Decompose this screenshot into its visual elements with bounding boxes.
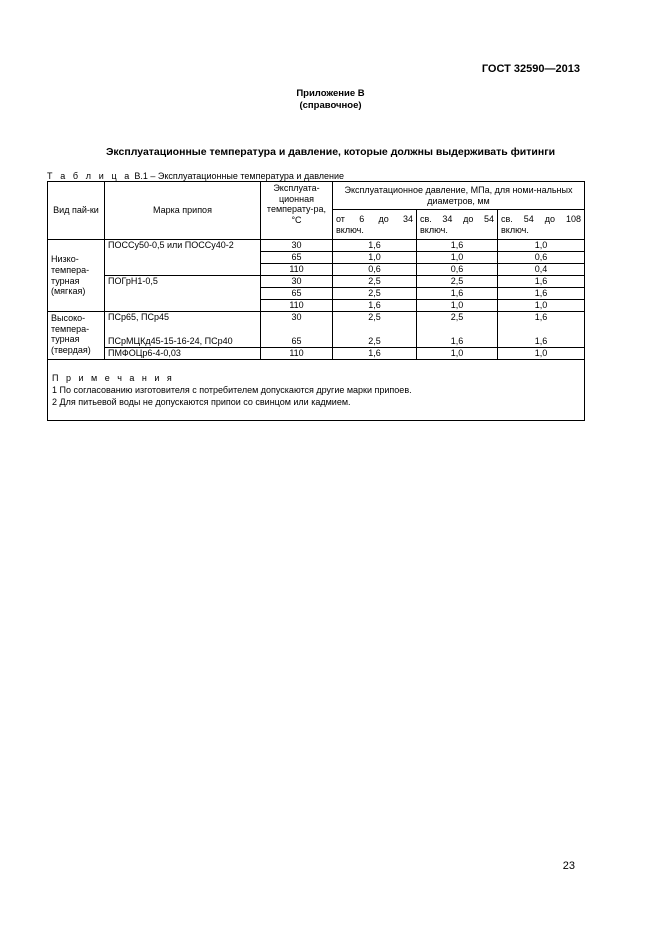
brand-cell: ПСрМЦКд45-15-16-24, ПСр40	[105, 324, 261, 348]
table-row	[48, 312, 585, 324]
appendix-heading	[0, 88, 661, 112]
header-diameter-1	[333, 210, 417, 240]
header-diameter-1-range: от 6 до 34	[336, 213, 413, 224]
table-row	[48, 276, 585, 288]
temp-cell: 30	[261, 240, 333, 252]
notes-row	[48, 360, 585, 421]
pressure-cell: 1,0	[498, 300, 585, 312]
pressure-cell: 1,0	[417, 252, 498, 264]
pressure-cell: 1,0	[498, 240, 585, 252]
notes-title: П р и м е ч а н и я	[52, 373, 175, 383]
pressure-cell: 2,5	[333, 312, 417, 324]
pressure-cell: 2,5	[333, 324, 417, 348]
temp-cell: 65	[261, 288, 333, 300]
pressure-cell: 0,6	[333, 264, 417, 276]
pressure-cell: 0,4	[498, 264, 585, 276]
brand-cell: ПСр65, ПСр45	[105, 312, 261, 324]
pressure-cell: 1,0	[417, 300, 498, 312]
table-row	[48, 240, 585, 252]
table-row	[48, 324, 585, 348]
pressure-cell: 1,6	[498, 288, 585, 300]
brand-cell: ПОССу50-0,5 или ПОССу40-2	[105, 240, 261, 276]
section-heading: Эксплуатационные температура и давление, которые должны выдерживать фитинги	[105, 146, 556, 158]
table-caption	[47, 171, 344, 181]
table-caption-text: В.1 – Эксплуатационные температура и давление	[131, 171, 345, 181]
document-code: ГОСТ 32590—2013	[481, 63, 580, 75]
pressure-cell: 2,5	[333, 288, 417, 300]
pressure-cell: 1,0	[498, 348, 585, 360]
appendix-subtitle: (справочное)	[299, 100, 362, 111]
temp-cell: 30	[261, 276, 333, 288]
temp-cell: 65	[261, 252, 333, 264]
table-caption-prefix: Т а б л и ц а	[47, 171, 132, 181]
temp-cell: 110	[261, 348, 333, 360]
header-diameter-1-suffix: включ.	[336, 224, 364, 235]
pressure-cell: 1,6	[498, 312, 585, 324]
pressure-cell: 1,6	[417, 324, 498, 348]
header-diameter-3	[498, 210, 585, 240]
header-temp: Эксплуата-ционная температу-ра, °С	[261, 182, 333, 240]
pressure-cell: 1,0	[333, 252, 417, 264]
appendix-title: Приложение В	[296, 88, 365, 99]
header-pressure: Эксплуатационное давление, МПа, для номи-нальных диаметров, мм	[333, 182, 585, 210]
header-row	[48, 182, 585, 210]
pressure-table	[47, 181, 585, 421]
group-label-high: Высоко-темпера-турная (твердая)	[48, 312, 105, 360]
pressure-cell: 1,6	[333, 348, 417, 360]
pressure-cell: 0,6	[417, 264, 498, 276]
pressure-cell: 0,6	[498, 252, 585, 264]
temp-cell: 110	[261, 264, 333, 276]
pressure-cell: 1,6	[498, 324, 585, 348]
group-label-low: Низко-темпера-турная (мягкая)	[48, 240, 105, 312]
temp-cell: 65	[261, 324, 333, 348]
pressure-cell: 1,6	[417, 288, 498, 300]
pressure-cell: 2,5	[417, 276, 498, 288]
pressure-cell: 1,6	[417, 240, 498, 252]
header-brand: Марка припоя	[105, 182, 261, 240]
pressure-cell: 1,6	[333, 300, 417, 312]
pressure-cell: 1,6	[498, 276, 585, 288]
header-diameter-3-range: св. 54 до 108	[501, 213, 582, 224]
pressure-cell: 2,5	[333, 276, 417, 288]
brand-cell: ПМФОЦр6-4-0,03	[105, 348, 261, 360]
pressure-cell: 2,5	[417, 312, 498, 324]
temp-cell: 110	[261, 300, 333, 312]
header-type: Вид пай-ки	[48, 182, 105, 240]
table-row	[48, 348, 585, 360]
note-item: 2 Для питьевой воды не допускаются припои со свинцом или кадмием.	[52, 397, 351, 407]
pressure-cell: 1,6	[333, 240, 417, 252]
temp-cell: 30	[261, 312, 333, 324]
header-diameter-3-suffix: включ.	[501, 224, 529, 235]
note-item: 1 По согласованию изготовителя с потребителем допускаются другие марки припоев.	[52, 385, 412, 395]
header-diameter-2-suffix: включ.	[420, 224, 448, 235]
header-diameter-2	[417, 210, 498, 240]
pressure-cell: 1,0	[417, 348, 498, 360]
page-number: 23	[562, 860, 575, 872]
header-diameter-2-range: св. 34 до 54	[420, 213, 494, 224]
brand-cell: ПОГрН1-0,5	[105, 276, 261, 312]
notes-cell	[48, 360, 585, 421]
